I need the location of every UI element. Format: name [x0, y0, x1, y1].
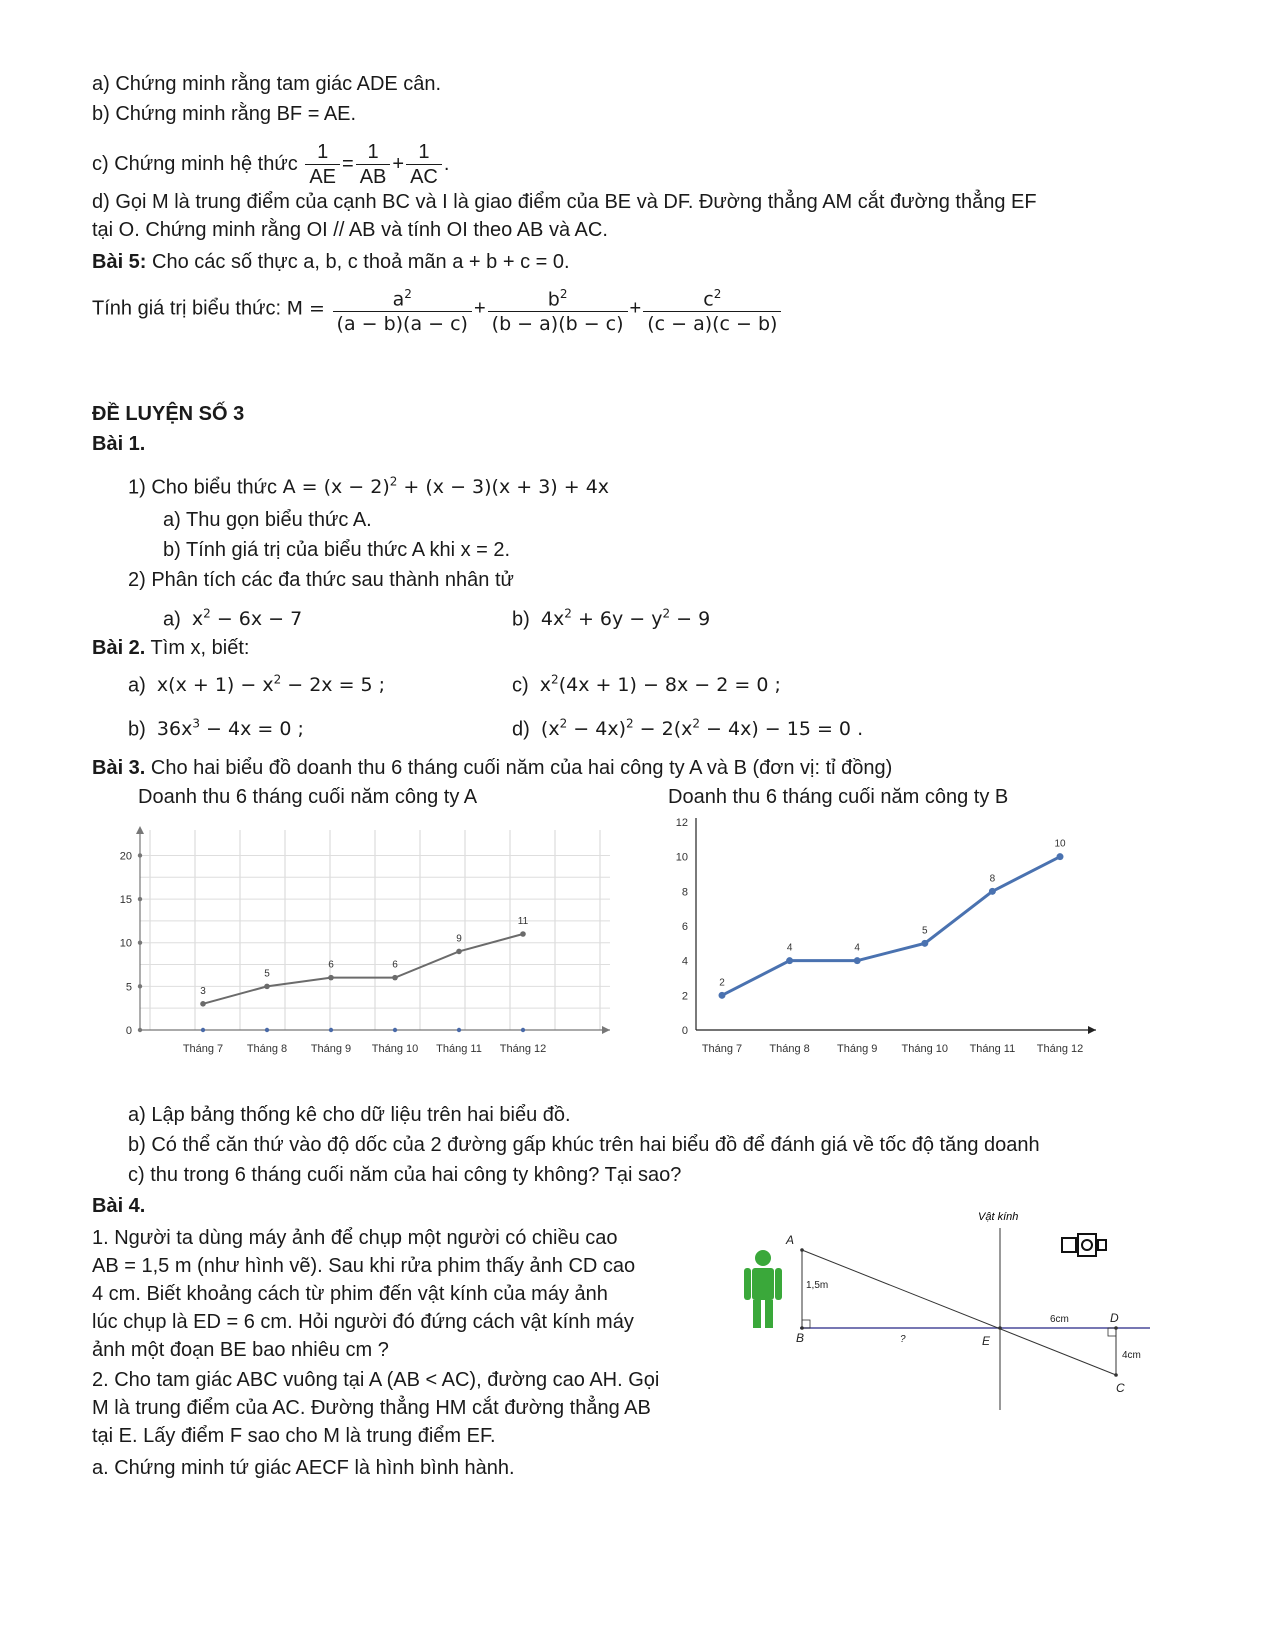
- numerator: 1: [305, 140, 340, 165]
- x-tick-label: Tháng 8: [769, 1043, 810, 1055]
- item-c: c) Chứng minh hệ thức $\frac{1}{AE}$ = $\frac{1}{AB}$ + $\frac{1}{AC}$ .: [92, 141, 450, 188]
- data-point: [719, 992, 726, 999]
- y-tick-label: 20: [119, 850, 132, 863]
- bai3-heading: [92, 756, 892, 780]
- n2: b: [547, 288, 560, 311]
- bai4-line: ảnh một đoạn BE bao nhiêu cm ?: [92, 1339, 389, 1361]
- expr-part: 4x: [540, 608, 565, 631]
- y-tick-label: 2: [681, 990, 688, 1003]
- y-tick-dot: [138, 1028, 142, 1032]
- bai5-lead: Tính giá trị biểu thức:: [92, 297, 282, 320]
- point-d: [1114, 1326, 1118, 1330]
- x-tick-label: Tháng 12: [499, 1043, 547, 1055]
- bai2-c: c) $x^2(4x + 1) - 8x - 2 = 0$ ;: [512, 673, 781, 697]
- numerator: 1: [406, 140, 442, 165]
- label: a): [128, 674, 146, 697]
- numerator: $b^2$: [488, 282, 628, 312]
- expr-part: − 2(x: [633, 718, 693, 741]
- label-d: D: [1110, 1311, 1119, 1325]
- x-axis-arrow: [1088, 1026, 1096, 1034]
- data-label: 4: [786, 942, 793, 954]
- bai2-a: a) $x(x + 1) - x^2 - 2x = 5$ ;: [128, 673, 386, 697]
- x-tick-label: Tháng 9: [310, 1043, 352, 1055]
- bai4-line: 1. Người ta dùng máy ảnh để chụp một người có chiều cao: [92, 1227, 618, 1249]
- label-cd-length: 4cm: [1122, 1350, 1141, 1361]
- point-c: [1114, 1373, 1118, 1377]
- item-d-line2: tại O. Chứng minh rằng OI // AB và tính OI theo AB và AC.: [92, 219, 608, 241]
- q1-lead: 1) Cho biểu thức: [128, 476, 278, 499]
- expr-part: (4x + 1) − 8x − 2 = 0 ;: [558, 674, 781, 697]
- expr-part: x: [191, 608, 204, 631]
- data-point: [1057, 853, 1064, 860]
- bai3-a: a) Lập bảng thống kê cho dữ liệu trên hai biểu đồ.: [128, 1104, 571, 1126]
- expr-part: − 4x): [567, 718, 626, 741]
- bai5-label: Bài 5:: [92, 251, 147, 273]
- label-ed-length: 6cm: [1050, 1314, 1069, 1325]
- y-tick-label: 15: [119, 894, 132, 907]
- bai4-heading: Bài 4.: [92, 1195, 146, 1217]
- x-axis-arrow: [602, 1026, 610, 1034]
- chart-b: [668, 818, 1138, 1103]
- expr-part: + 6y − y: [571, 608, 663, 631]
- label-ab-length: 1,5m: [806, 1280, 829, 1291]
- series-line: [722, 857, 1060, 996]
- y-tick-dot: [138, 897, 142, 901]
- data-point: [200, 1001, 206, 1007]
- label: c): [512, 674, 529, 697]
- item-c-lead: c) Chứng minh hệ thức: [92, 152, 298, 175]
- label: d): [512, 718, 530, 741]
- point-e: [998, 1326, 1002, 1330]
- data-point: [520, 931, 526, 937]
- bai3-c: c) thu trong 6 tháng cuối năm của hai công ty không? Tại sao?: [128, 1164, 682, 1186]
- x-tick-dot: [265, 1028, 269, 1032]
- data-point: [456, 949, 462, 955]
- y-tick-label: 12: [675, 818, 688, 829]
- denominator: AE: [309, 166, 337, 188]
- data-label: 9: [456, 933, 462, 945]
- bai2-b: b) $36x^3 - 4x = 0$ ;: [128, 717, 304, 741]
- numerator: $a^2$: [333, 282, 472, 312]
- label: a): [163, 608, 181, 631]
- bai5-expression: Tính giá trị biểu thức: M = $\frac{a^2}{(a - b)(a - c)}$ + $\frac{b^2}{(b - a)(b - c)}$ + $\frac{c^2}{(c - a)(c - b)}$: [92, 282, 783, 336]
- expr-part: 36x: [156, 718, 193, 741]
- bai3-label: Bài 3.: [92, 757, 146, 779]
- data-label: 6: [392, 959, 398, 971]
- label-unknown: ?: [900, 1334, 906, 1345]
- data-label: 6: [328, 959, 334, 971]
- data-label: 11: [517, 916, 529, 927]
- bai3-text: Cho hai biểu đồ doanh thu 6 tháng cuối năm của hai công ty A và B (đơn vị: tỉ đồng): [145, 757, 893, 779]
- bai1-q1b: b) Tính giá trị của biểu thức A khi x = 2.: [163, 539, 511, 561]
- expr-part: − 2x = 5 ;: [281, 674, 386, 697]
- q1-expression: $A = (x - 2)^2 + (x - 3)(x + 3) + 4x$: [282, 475, 610, 499]
- denominator: AC: [410, 166, 438, 188]
- x-tick-label: Tháng 10: [901, 1043, 949, 1055]
- bai2-d: d) $(x^2 - 4x)^2 - 2(x^2 - 4x) - 15 = 0$ .: [512, 717, 864, 741]
- y-tick-dot: [138, 941, 142, 945]
- denominator: (c − a)(c − b): [647, 313, 778, 336]
- m-symbol: M =: [286, 297, 325, 320]
- data-point: [392, 975, 398, 981]
- denominator: AB: [359, 166, 387, 188]
- data-label: 2: [719, 977, 725, 989]
- x-tick-label: Tháng 8: [246, 1043, 288, 1055]
- expr-part: + (x − 3)(x + 3) + 4x: [397, 476, 610, 499]
- data-label: 10: [1054, 838, 1066, 850]
- fraction: [305, 140, 340, 189]
- data-point: [989, 888, 996, 895]
- bai4-line: AB = 1,5 m (như hình vẽ). Sau khi rửa phim thấy ảnh CD cao: [92, 1255, 636, 1277]
- data-point: [854, 957, 861, 964]
- y-tick-label: 8: [681, 886, 688, 899]
- x-tick-dot: [521, 1028, 525, 1032]
- bai4-line: tại E. Lấy điểm F sao cho M là trung điểm EF.: [92, 1425, 496, 1447]
- bai5-heading: [92, 250, 570, 274]
- y-tick-label: 0: [125, 1025, 132, 1037]
- data-label: 8: [989, 873, 996, 885]
- data-point: [264, 984, 270, 990]
- fraction: [406, 140, 442, 189]
- point-b: [800, 1326, 804, 1330]
- y-tick-label: 5: [125, 981, 132, 994]
- x-tick-label: Tháng 7: [182, 1043, 224, 1055]
- bai4-line: M là trung điểm của AC. Đường thẳng HM cắt đường thẳng AB: [92, 1397, 651, 1419]
- denominator: (b − a)(b − c): [491, 313, 624, 336]
- y-tick-label: 4: [681, 955, 688, 968]
- x-tick-dot: [457, 1028, 461, 1032]
- label: b): [512, 608, 530, 631]
- y-tick-dot: [138, 853, 142, 857]
- expr-part: x(x + 1) − x: [156, 674, 274, 697]
- person-icon: [744, 1250, 782, 1328]
- data-label: 5: [264, 968, 270, 980]
- numerator: $c^2$: [643, 282, 781, 312]
- data-label: 4: [854, 942, 860, 954]
- bai2-label: Bài 2.: [92, 637, 146, 659]
- bai1-q2: 2) Phân tích các đa thức sau thành nhân tử: [128, 569, 514, 591]
- x-tick-label: Tháng 11: [436, 1043, 482, 1055]
- x-tick-label: Tháng 7: [701, 1043, 743, 1055]
- label-e: E: [982, 1334, 991, 1348]
- data-point: [328, 975, 334, 981]
- data-label: 3: [200, 985, 206, 997]
- lens-label: Vật kính: [978, 1211, 1019, 1223]
- bai1-q2b: b) $4x^2 + 6y - y^2 - 9$: [512, 607, 711, 631]
- bai5-text: Cho các số thực a, b, c thoả mãn a + b + c = 0.: [146, 251, 570, 273]
- y-tick-label: 10: [675, 851, 688, 864]
- bai3-b: b) Có thể căn thứ vào độ dốc của 2 đường gấp khúc trên hai biểu đồ để đánh giá về tốc độ tăng doanh: [128, 1134, 1040, 1156]
- expr-part: − 4x = 0 ;: [199, 718, 304, 741]
- bai4-line: 2. Cho tam giác ABC vuông tại A (AB < AC), đường cao AH. Gọi: [92, 1369, 660, 1391]
- data-point: [921, 940, 928, 947]
- series-line: [203, 934, 523, 1004]
- x-tick-dot: [201, 1028, 205, 1032]
- y-tick-label: 6: [681, 921, 688, 933]
- label: b): [128, 718, 146, 741]
- n3: c: [703, 288, 714, 311]
- x-tick-label: Tháng 11: [969, 1043, 1016, 1055]
- section-title: ĐỀ LUYỆN SỐ 3: [92, 403, 245, 425]
- expr-part: − 6x − 7: [210, 608, 303, 631]
- data-point: [786, 957, 793, 964]
- chart-b-title: Doanh thu 6 tháng cuối năm công ty B: [668, 786, 1009, 808]
- bai1-q1: [128, 470, 609, 499]
- chart-a-title: Doanh thu 6 tháng cuối năm công ty A: [138, 786, 478, 808]
- label-b: B: [796, 1331, 805, 1345]
- n1: a: [392, 288, 405, 311]
- bai4-line: 4 cm. Biết khoảng cách từ phim đến vật kính của máy ảnh: [92, 1283, 608, 1305]
- denominator: (a − b)(a − c): [336, 313, 468, 336]
- ray-ac: [802, 1250, 1116, 1375]
- label-c: C: [1116, 1381, 1125, 1395]
- bai4-line: lúc chụp là ED = 6 cm. Hỏi người đó đứng cách vật kính máy: [92, 1311, 634, 1333]
- y-tick-label: 0: [681, 1025, 688, 1037]
- x-tick-dot: [393, 1028, 397, 1032]
- expr-part: (x: [540, 718, 560, 741]
- x-tick-label: Tháng 12: [1036, 1043, 1084, 1055]
- bai1-q2a: a) $x^2 - 6x - 7$: [163, 607, 303, 631]
- expr-part: − 4x) − 15 = 0 .: [700, 718, 864, 741]
- expr-part: A = (x − 2): [282, 476, 390, 499]
- camera-diagram: [730, 1200, 1170, 1420]
- label-a: A: [786, 1233, 795, 1247]
- item-d-line1: d) Gọi M là trung điểm của cạnh BC và I là giao điểm của BE và DF. Đường thẳng AM cắt đường thẳng EF: [92, 191, 1037, 213]
- fraction: [643, 282, 781, 336]
- item-b: b) Chứng minh rằng BF = AE.: [92, 103, 357, 125]
- data-label: 5: [922, 925, 928, 937]
- bai1-heading: Bài 1.: [92, 433, 146, 455]
- x-tick-label: Tháng 10: [371, 1043, 419, 1055]
- fraction: [333, 282, 472, 336]
- bai4-line: a. Chứng minh tứ giác AECF là hình bình hành.: [92, 1457, 515, 1479]
- bai2-heading: [92, 636, 249, 660]
- y-tick-dot: [138, 984, 142, 988]
- y-axis-arrow: [136, 826, 144, 834]
- y-tick-label: 10: [119, 937, 132, 950]
- numerator: 1: [356, 140, 391, 165]
- fraction: [356, 140, 391, 189]
- expr-part: x: [539, 674, 552, 697]
- expr-part: − 9: [670, 608, 711, 631]
- x-tick-dot: [329, 1028, 333, 1032]
- x-tick-label: Tháng 9: [837, 1043, 878, 1055]
- bai2-text: Tìm x, biết:: [145, 637, 250, 659]
- chart-a: [100, 818, 630, 1103]
- camera-icon: [1062, 1234, 1106, 1256]
- bai1-q1a: a) Thu gọn biểu thức A.: [163, 509, 372, 531]
- fraction: [488, 282, 628, 336]
- point-a: [800, 1248, 804, 1252]
- item-a: a) Chứng minh rằng tam giác ADE cân.: [92, 73, 442, 95]
